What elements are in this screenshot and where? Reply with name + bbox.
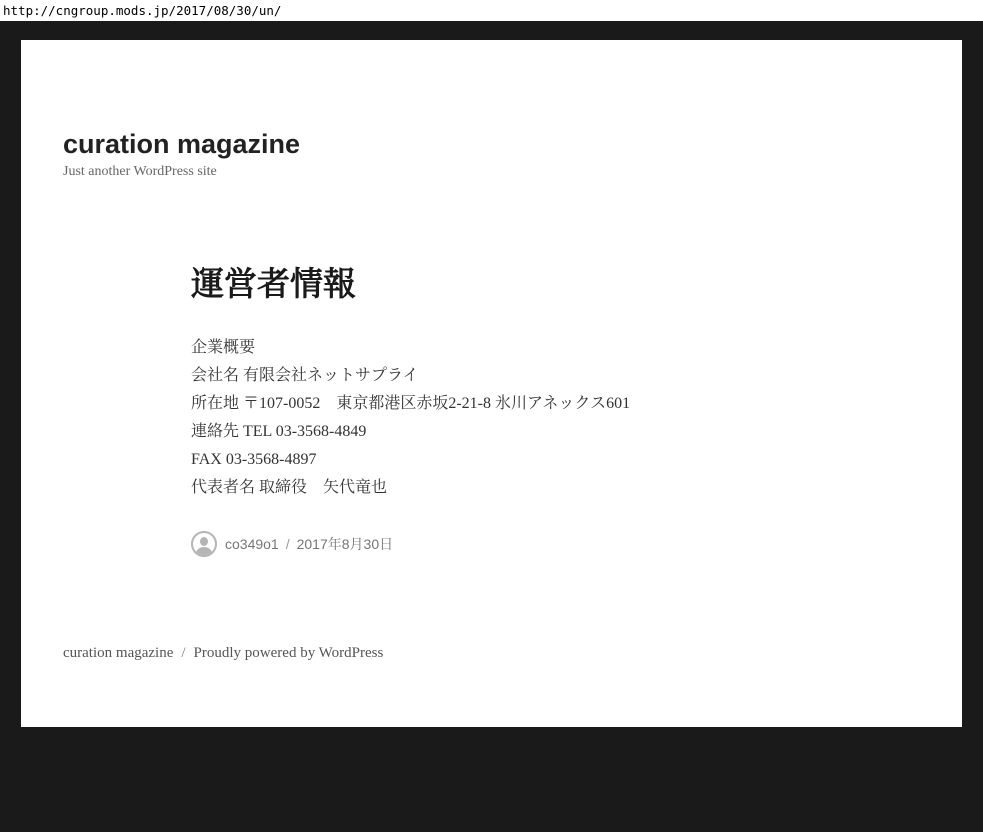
site-title-link[interactable]: curation magazine xyxy=(63,129,301,159)
meta-separator: / xyxy=(285,536,290,552)
user-avatar-icon[interactable] xyxy=(191,531,217,557)
footer-separator: / xyxy=(181,645,186,661)
body-line-tel: 連絡先 TEL 03-3568-4849 xyxy=(191,423,367,440)
body-line-company-name: 会社名 有限会社ネットサプライ xyxy=(191,367,419,384)
post-meta-row xyxy=(191,531,393,557)
footer-wordpress-link[interactable]: Proudly powered by WordPress xyxy=(193,645,384,661)
body-line-representative: 代表者名 取締役 矢代竜也 xyxy=(191,479,388,496)
page-url[interactable]: http://cngroup.mods.jp/2017/08/30/un/ xyxy=(3,3,282,18)
post-date-link[interactable]: 2017年8月30日 xyxy=(296,536,394,552)
body-line-address: 所在地 〒107-0052 東京都港区赤坂2-21-8 氷川アネックス601 xyxy=(191,395,631,412)
post-title: 運営者情報 xyxy=(191,265,356,302)
footer-site-link[interactable]: curation magazine xyxy=(63,645,174,661)
browser-address-bar[interactable] xyxy=(0,0,983,21)
avatar-head-shape xyxy=(200,537,208,546)
webpage xyxy=(21,40,962,727)
site-footer xyxy=(63,643,383,663)
author-link[interactable]: co349o1 xyxy=(225,536,279,552)
site-tagline: Just another WordPress site xyxy=(63,164,217,179)
post-body xyxy=(191,334,751,502)
body-line-company-overview: 企業概要 xyxy=(191,339,256,356)
body-line-fax: FAX 03-3568-4897 xyxy=(191,451,317,468)
avatar-shoulders-shape xyxy=(195,547,213,557)
